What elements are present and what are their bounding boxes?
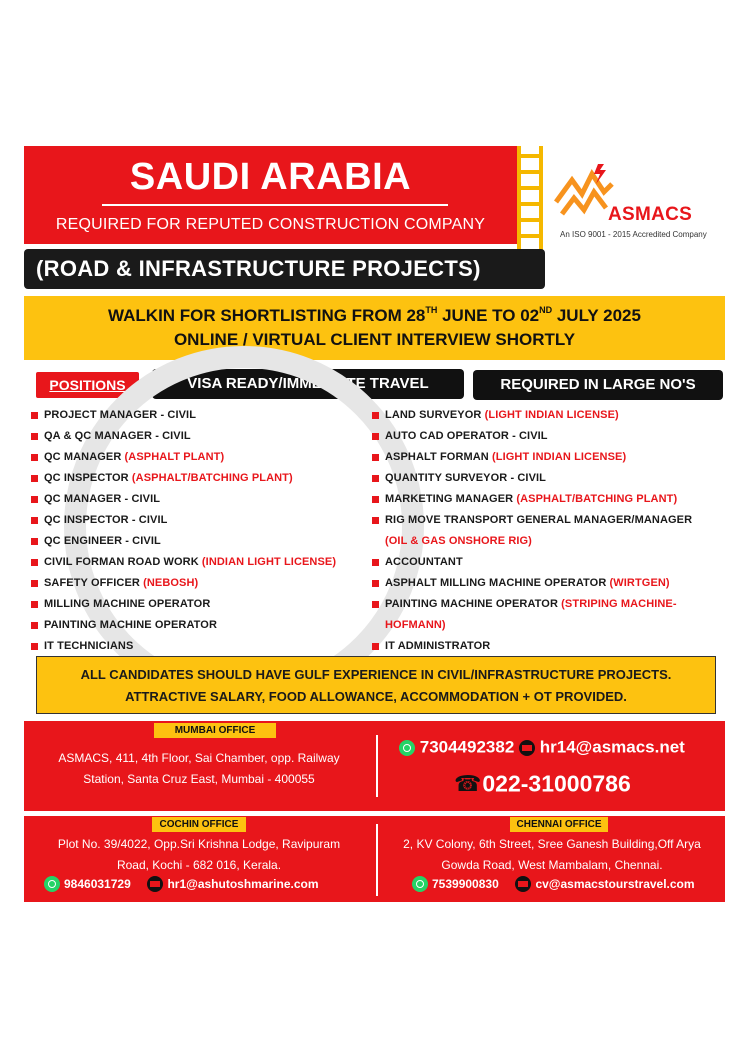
header-subtitle: REQUIRED FOR REPUTED CONSTRUCTION COMPANY: [55, 216, 486, 233]
walkin-banner: [24, 296, 725, 360]
email-icon: [515, 876, 531, 892]
list-item: PROJECT MANAGER - CIVIL: [30, 405, 380, 426]
mumbai-address: ASMACS, 411, 4th Floor, Sai Chamber, opp. Railway Station, Santa Cruz East, Mumbai - 400055: [58, 751, 340, 786]
list-item: SAFETY OFFICER (NEBOSH): [30, 573, 380, 594]
chennai-office-label: CHENNAI OFFICE: [510, 817, 608, 832]
logo-mark-icon: [554, 162, 614, 218]
email-icon: [147, 876, 163, 892]
list-item: LAND SURVEYOR (LIGHT INDIAN LICENSE): [371, 405, 725, 426]
positions-list-left: [30, 405, 380, 657]
positions-tag: POSITIONS: [36, 372, 139, 398]
list-item: PAINTING MACHINE OPERATOR: [30, 615, 380, 636]
notice-line-1: ALL CANDIDATES SHOULD HAVE GULF EXPERIENCE IN CIVIL/INFRASTRUCTURE PROJECTS.: [80, 667, 672, 682]
office-divider: [376, 735, 378, 797]
chennai-contacts: [412, 876, 695, 892]
header-title: SAUDI ARABIA: [129, 156, 412, 198]
logo-name: ASMACS: [608, 204, 693, 225]
list-item: ASPHALT FORMAN (LIGHT INDIAN LICENSE): [371, 447, 725, 468]
job-poster: [24, 146, 725, 902]
list-item: IT ADMINISTRATOR: [371, 636, 725, 657]
list-item: QC INSPECTOR (ASPHALT/BATCHING PLANT): [30, 468, 380, 489]
requirements-notice: [36, 656, 716, 714]
chennai-whatsapp[interactable]: 7539900830: [432, 877, 499, 891]
mumbai-whatsapp[interactable]: 7304492382: [419, 737, 515, 757]
list-item: QA & QC MANAGER - CIVIL: [30, 426, 380, 447]
chennai-address: 2, KV Colony, 6th Street, Sree Ganesh Building,Off Arya Gowda Road, West Mambalam, Chennai.: [403, 837, 701, 872]
list-item: ACCOUNTANT: [371, 552, 725, 573]
logo-caption: An ISO 9001 - 2015 Accredited Company: [560, 230, 707, 239]
mumbai-office-section: [24, 721, 725, 811]
list-item: AUTO CAD OPERATOR - CIVIL: [371, 426, 725, 447]
header-banner: [24, 146, 517, 244]
cochin-office-label: COCHIN OFFICE: [152, 817, 246, 832]
cochin-address: Plot No. 39/4022, Opp.Sri Krishna Lodge, Ravipuram Road, Kochi - 682 016, Kerala.: [57, 837, 341, 872]
mumbai-phone[interactable]: 022-31000786: [482, 770, 631, 797]
list-item: PAINTING MACHINE OPERATOR (STRIPING MACHINE-HOFMANN): [371, 594, 701, 636]
notice-line-2: ATTRACTIVE SALARY, FOOD ALLOWANCE, ACCOMMODATION + OT PROVIDED.: [125, 689, 627, 704]
list-item: QC ENGINEER - CIVIL: [30, 531, 380, 552]
walkin-dates: WALKIN FOR SHORTLISTING FROM 28TH JUNE TO 02ND JULY 2025: [108, 305, 641, 325]
list-item: CIVIL FORMAN ROAD WORK (INDIAN LIGHT LICENSE): [30, 552, 380, 573]
cochin-email[interactable]: hr1@ashutoshmarine.com: [167, 877, 319, 891]
mumbai-office-label: MUMBAI OFFICE: [154, 723, 276, 738]
walkin-interview: ONLINE / VIRTUAL CLIENT INTERVIEW SHORTLY: [173, 330, 576, 349]
header-divider: [102, 204, 448, 206]
whatsapp-icon: [399, 740, 415, 756]
list-item: ASPHALT MILLING MACHINE OPERATOR (WIRTGEN): [371, 573, 725, 594]
phone-icon: ☎: [454, 770, 482, 796]
whatsapp-icon: [44, 876, 60, 892]
required-tag: REQUIRED IN LARGE NO'S: [473, 370, 723, 400]
email-icon: [519, 740, 535, 756]
visa-tag: VISA READY/IMMEDIATE TRAVEL: [152, 369, 464, 399]
positions-list-right: [371, 405, 725, 657]
ladder-decoration: [517, 146, 543, 250]
list-item: QC MANAGER (ASPHALT PLANT): [30, 447, 380, 468]
company-logo: [554, 154, 724, 244]
list-item: RIG MOVE TRANSPORT GENERAL MANAGER/MANAGER (OIL & GAS ONSHORE RIG): [371, 510, 725, 552]
office-divider: [376, 824, 378, 896]
mumbai-phone-row: [454, 769, 631, 797]
list-item: QC INSPECTOR - CIVIL: [30, 510, 380, 531]
mumbai-contacts: [399, 737, 685, 758]
projects-banner: (ROAD & INFRASTRUCTURE PROJECTS): [24, 249, 545, 289]
list-item: QUANTITY SURVEYOR - CIVIL: [371, 468, 725, 489]
list-item: MARKETING MANAGER (ASPHALT/BATCHING PLANT): [371, 489, 725, 510]
chennai-email[interactable]: cv@asmacstourstravel.com: [535, 877, 695, 891]
cochin-contacts: [44, 876, 319, 892]
regional-offices-section: [24, 816, 725, 902]
mumbai-email[interactable]: hr14@asmacs.net: [539, 737, 685, 757]
list-item: MILLING MACHINE OPERATOR: [30, 594, 380, 615]
cochin-whatsapp[interactable]: 9846031729: [64, 877, 131, 891]
list-item: IT TECHNICIANS: [30, 636, 380, 657]
list-item: QC MANAGER - CIVIL: [30, 489, 380, 510]
whatsapp-icon: [412, 876, 428, 892]
